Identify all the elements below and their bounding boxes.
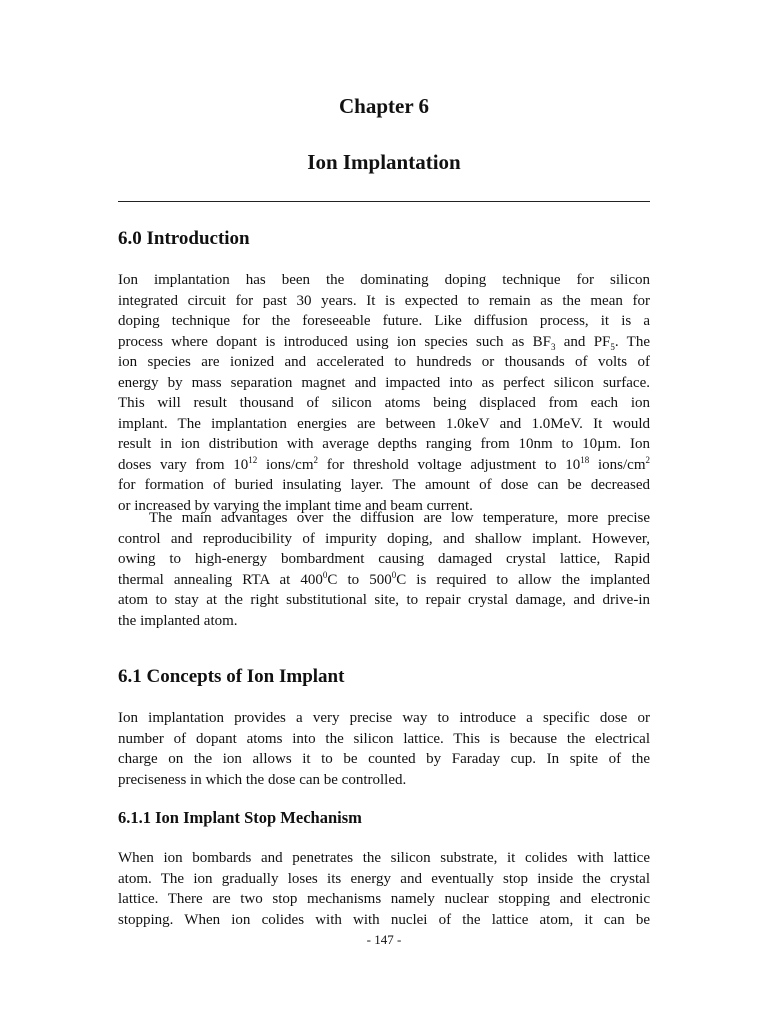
text-line: energy by mass separation magnet and impacted into as perfect silicon surface.	[118, 374, 650, 391]
text-line: result in ion distribution with average depths ranging from 10nm to 10µm. Ion	[118, 436, 650, 452]
text-line: the implanted atom.	[118, 612, 238, 629]
text-line: for formation of buried insulating layer. The amount of dose can be decreased	[118, 477, 650, 493]
text-line: atom. The ion gradually loses its energy and eventually stop inside the crystal	[118, 870, 650, 887]
intro-paragraph-1	[118, 270, 650, 516]
section-heading-concepts: 6.1 Concepts of Ion Implant	[118, 666, 345, 687]
text-line: Ion implantation has been the dominating doping technique for silicon	[118, 272, 650, 288]
chapter-label: Chapter 6	[338, 94, 430, 118]
text-line: number of dopant atoms into the silicon lattice. This is because the electrical	[118, 730, 650, 747]
concepts-paragraph	[118, 708, 650, 790]
text-line: implant. The implantation energies are between 1.0keV and 1.0MeV. It would	[118, 415, 650, 432]
text-line: integrated circuit for past 30 years. It is expected to remain as the mean for	[118, 292, 650, 309]
page-number: - 147 -	[366, 932, 402, 947]
text-line: charge on the ion allows it to be counted by Faraday cup. In spite of the	[118, 751, 650, 767]
chapter-title: Ion Implantation	[307, 150, 461, 174]
text-line: preciseness in which the dose can be controlled.	[118, 771, 407, 788]
text-line: doses vary from $10^{12}$ ions/$cm^2$ for threshold voltage adjustment to $10^{18}$ ions/$cm^2$	[118, 454, 650, 473]
text-line: When ion bombards and penetrates the silicon substrate, it colides with lattice	[118, 850, 650, 866]
text-line: The main advantages over the diffusion are low temperature, more precise	[149, 510, 650, 526]
stop-mechanism-paragraph	[118, 848, 650, 930]
text-line: stopping. When ion colides with with nuclei of the lattice atom, it can be	[118, 911, 650, 928]
text-line: This will result thousand of silicon atoms being displaced from each ion	[118, 395, 650, 411]
text-line: atom to stay at the right substitutional site, to repair crystal damage, and drive-in	[118, 592, 650, 608]
text-line: lattice. There are two stop mechanisms namely nuclear stopping and electronic	[118, 891, 650, 907]
title-rule	[118, 201, 650, 202]
section-heading-introduction: 6.0 Introduction	[118, 228, 250, 249]
text-line: or increased by varying the implant time and beam current.	[118, 497, 473, 514]
text-line: doping technique for the foreseeable future. Like diffusion process, it is a	[118, 313, 650, 329]
text-line: ion species are ionized and accelerated to hundreds or thousands of volts of	[118, 354, 650, 370]
text-line: process where dopant is introduced using ion species such as $BF_3$ and $PF_5$. The	[118, 333, 650, 352]
text-line: owing to high-energy bombardment causing damaged crystal lattice, Rapid	[118, 551, 650, 567]
intro-paragraph-2	[118, 508, 650, 631]
text-line: thermal annealing RTA at $400^0C$ to $500^0C$ is required to allow the implanted	[118, 569, 650, 588]
text-line: control and reproducibility of impurity doping, and shallow implant. However,	[118, 530, 650, 547]
subsection-heading-stop-mechanism: 6.1.1 Ion Implant Stop Mechanism	[118, 808, 362, 827]
text-line: Ion implantation provides a very precise way to introduce a specific dose or	[118, 710, 650, 726]
